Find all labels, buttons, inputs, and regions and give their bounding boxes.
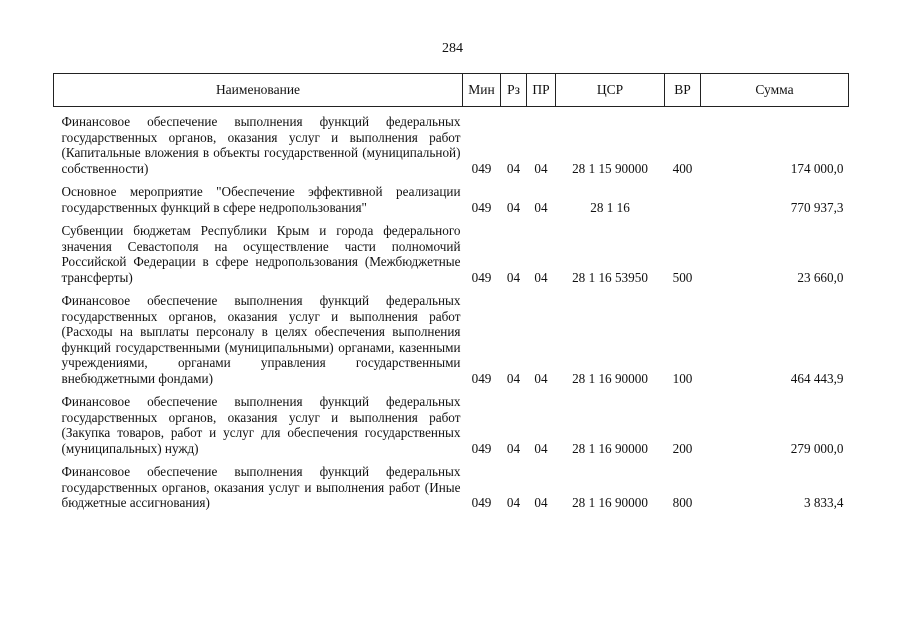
row-csr: 28 1 16 90000	[572, 370, 648, 386]
row-csr: 28 1 16 53950	[572, 269, 648, 285]
table-row	[54, 394, 849, 464]
row-sum: 770 937,3	[790, 199, 844, 215]
page-number: 284	[442, 41, 463, 56]
row-name: Финансовое обеспечение выполнения функций федеральных государственных органов, оказания услуг и выполнения работ (Расходы на выплаты персоналу в целях обеспечения выполнения функций государственными (муниципальными) органами, казенными учреждениями, органами управления государственными внебюджетными фондами)	[61, 293, 461, 386]
row-vr	[665, 184, 701, 223]
row-sum: 3 833,4	[803, 495, 844, 510]
table-row	[54, 184, 849, 223]
row-rz: 04	[506, 370, 521, 386]
budget-table	[53, 73, 849, 519]
row-min: 049	[471, 199, 492, 215]
row-csr: 28 1 16 90000	[572, 440, 648, 456]
row-vr: 100	[672, 370, 693, 386]
header-csr: ЦСР	[556, 74, 665, 107]
table-row	[54, 464, 849, 519]
row-sum: 23 660,0	[797, 269, 844, 285]
header-rz: Рз	[501, 74, 527, 107]
row-csr: 28 1 16	[590, 199, 630, 215]
row-pr: 04	[534, 199, 548, 215]
row-name: Финансовое обеспечение выполнения функций федеральных государственных органов, оказания услуг и выполнения работ (Закупка товаров, работ и услуг для обеспечения государственных (муниципальных) нужд)	[61, 394, 461, 456]
table-header-row	[54, 74, 849, 107]
header-vr: ВР	[665, 74, 701, 107]
row-rz: 04	[506, 160, 521, 176]
row-rz: 04	[506, 440, 521, 456]
table-row	[54, 223, 849, 293]
header-pr: ПР	[527, 74, 556, 107]
header-name: Наименование	[54, 74, 463, 107]
row-vr: 200	[672, 440, 693, 456]
row-sum: 279 000,0	[790, 440, 844, 456]
row-pr: 04	[534, 440, 548, 456]
row-name: Субвенции бюджетам Республики Крым и города федерального значения Севастополя на осуществление части полномочий Российской Федерации в сфере недропользования (Межбюджетные трансферты)	[61, 223, 461, 285]
table-row	[54, 107, 849, 185]
row-min: 049	[471, 495, 492, 510]
row-name: Основное мероприятие "Обеспечение эффективной реализации государственных функций в сфере недропользования"	[61, 184, 461, 215]
row-min: 049	[471, 440, 492, 456]
row-name: Финансовое обеспечение выполнения функций федеральных государственных органов, оказания услуг и выполнения работ (Иные бюджетные ассигнования)	[61, 464, 461, 510]
row-vr: 800	[672, 495, 693, 510]
row-rz: 04	[506, 199, 521, 215]
row-rz: 04	[506, 495, 521, 510]
row-min: 049	[471, 269, 492, 285]
row-rz: 04	[506, 269, 521, 285]
row-sum: 174 000,0	[790, 160, 844, 176]
header-min: Мин	[463, 74, 501, 107]
row-vr: 500	[672, 269, 693, 285]
row-pr: 04	[534, 160, 548, 176]
row-csr: 28 1 16 90000	[572, 495, 648, 510]
row-min: 049	[471, 370, 492, 386]
row-pr: 04	[534, 370, 548, 386]
row-name: Финансовое обеспечение выполнения функций федеральных государственных органов, оказания услуг и выполнения работ (Капитальные вложения в объекты государственной (муниципальной) собственности)	[61, 114, 461, 176]
row-vr: 400	[672, 160, 693, 176]
header-sum: Сумма	[701, 74, 849, 107]
table-row	[54, 293, 849, 394]
row-min: 049	[471, 160, 492, 176]
row-pr: 04	[534, 269, 548, 285]
row-pr: 04	[534, 495, 548, 510]
row-sum: 464 443,9	[790, 370, 844, 386]
row-csr: 28 1 15 90000	[572, 160, 648, 176]
